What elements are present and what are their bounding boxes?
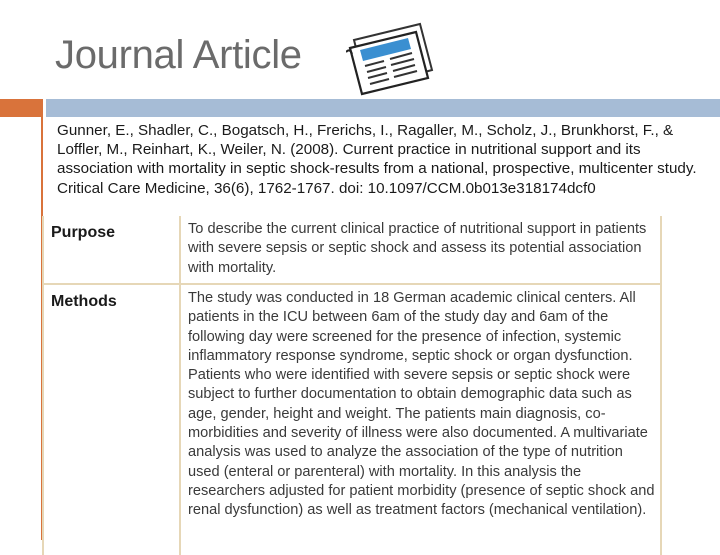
purpose-label: Purpose [51,224,116,241]
newspaper-icon [346,18,438,98]
table-cell-label [42,285,181,555]
methods-text: The study was conducted in 18 German academic clinical centers. All patients in the ICU between 6am of the study day and 6am of the following day were screened for the presence of infection, systemic inflammatory response syndrome, septic shock or organ dysfunction. Patients who were identified with severe sepsis or septic shock were subject to further documentation to obtain demographic data such as age, gender, height and weight. The patients main diagnosis, co-morbidities and severity of illness were also documented. A multivariate analysis was used to analyze the association of the type of nutrition used (enteral or parenteral) with mortality. In this analysis the researchers adjusted for patient morbidity (presence of septic shock and renal dysfunction) as well as treatment factors (mechanical ventilation). [188,290,655,519]
accent-bar-blue [46,99,720,117]
accent-bar-orange [0,99,41,117]
slide-title: Journal Article [55,33,302,77]
summary-table [42,216,662,546]
citation-text: Gunner, E., Shadler, C., Bogatsch, H., Frerichs, I., Ragaller, M., Scholz, J., Brunkhorst, F., & Loffler, M., Reinhart, K., Weiler, N. (2008). Current practice in nutritional support and its association with mortality in septic shock-results from a national, prospective, multicenter study. Critical Care Medicine, 36(6), 1762-1767. doi: 10.1097/CCM.0b013e318174dcf0 [57,122,697,197]
table-cell-content [183,216,662,283]
purpose-text: To describe the current clinical practice of nutritional support in patients with severe sepsis or septic shock and assess its potential association with mortality. [188,221,647,276]
methods-label: Methods [51,293,117,310]
table-row-methods [42,285,662,555]
table-row-purpose [42,216,662,285]
table-cell-content [183,285,662,555]
table-cell-label [42,216,181,283]
